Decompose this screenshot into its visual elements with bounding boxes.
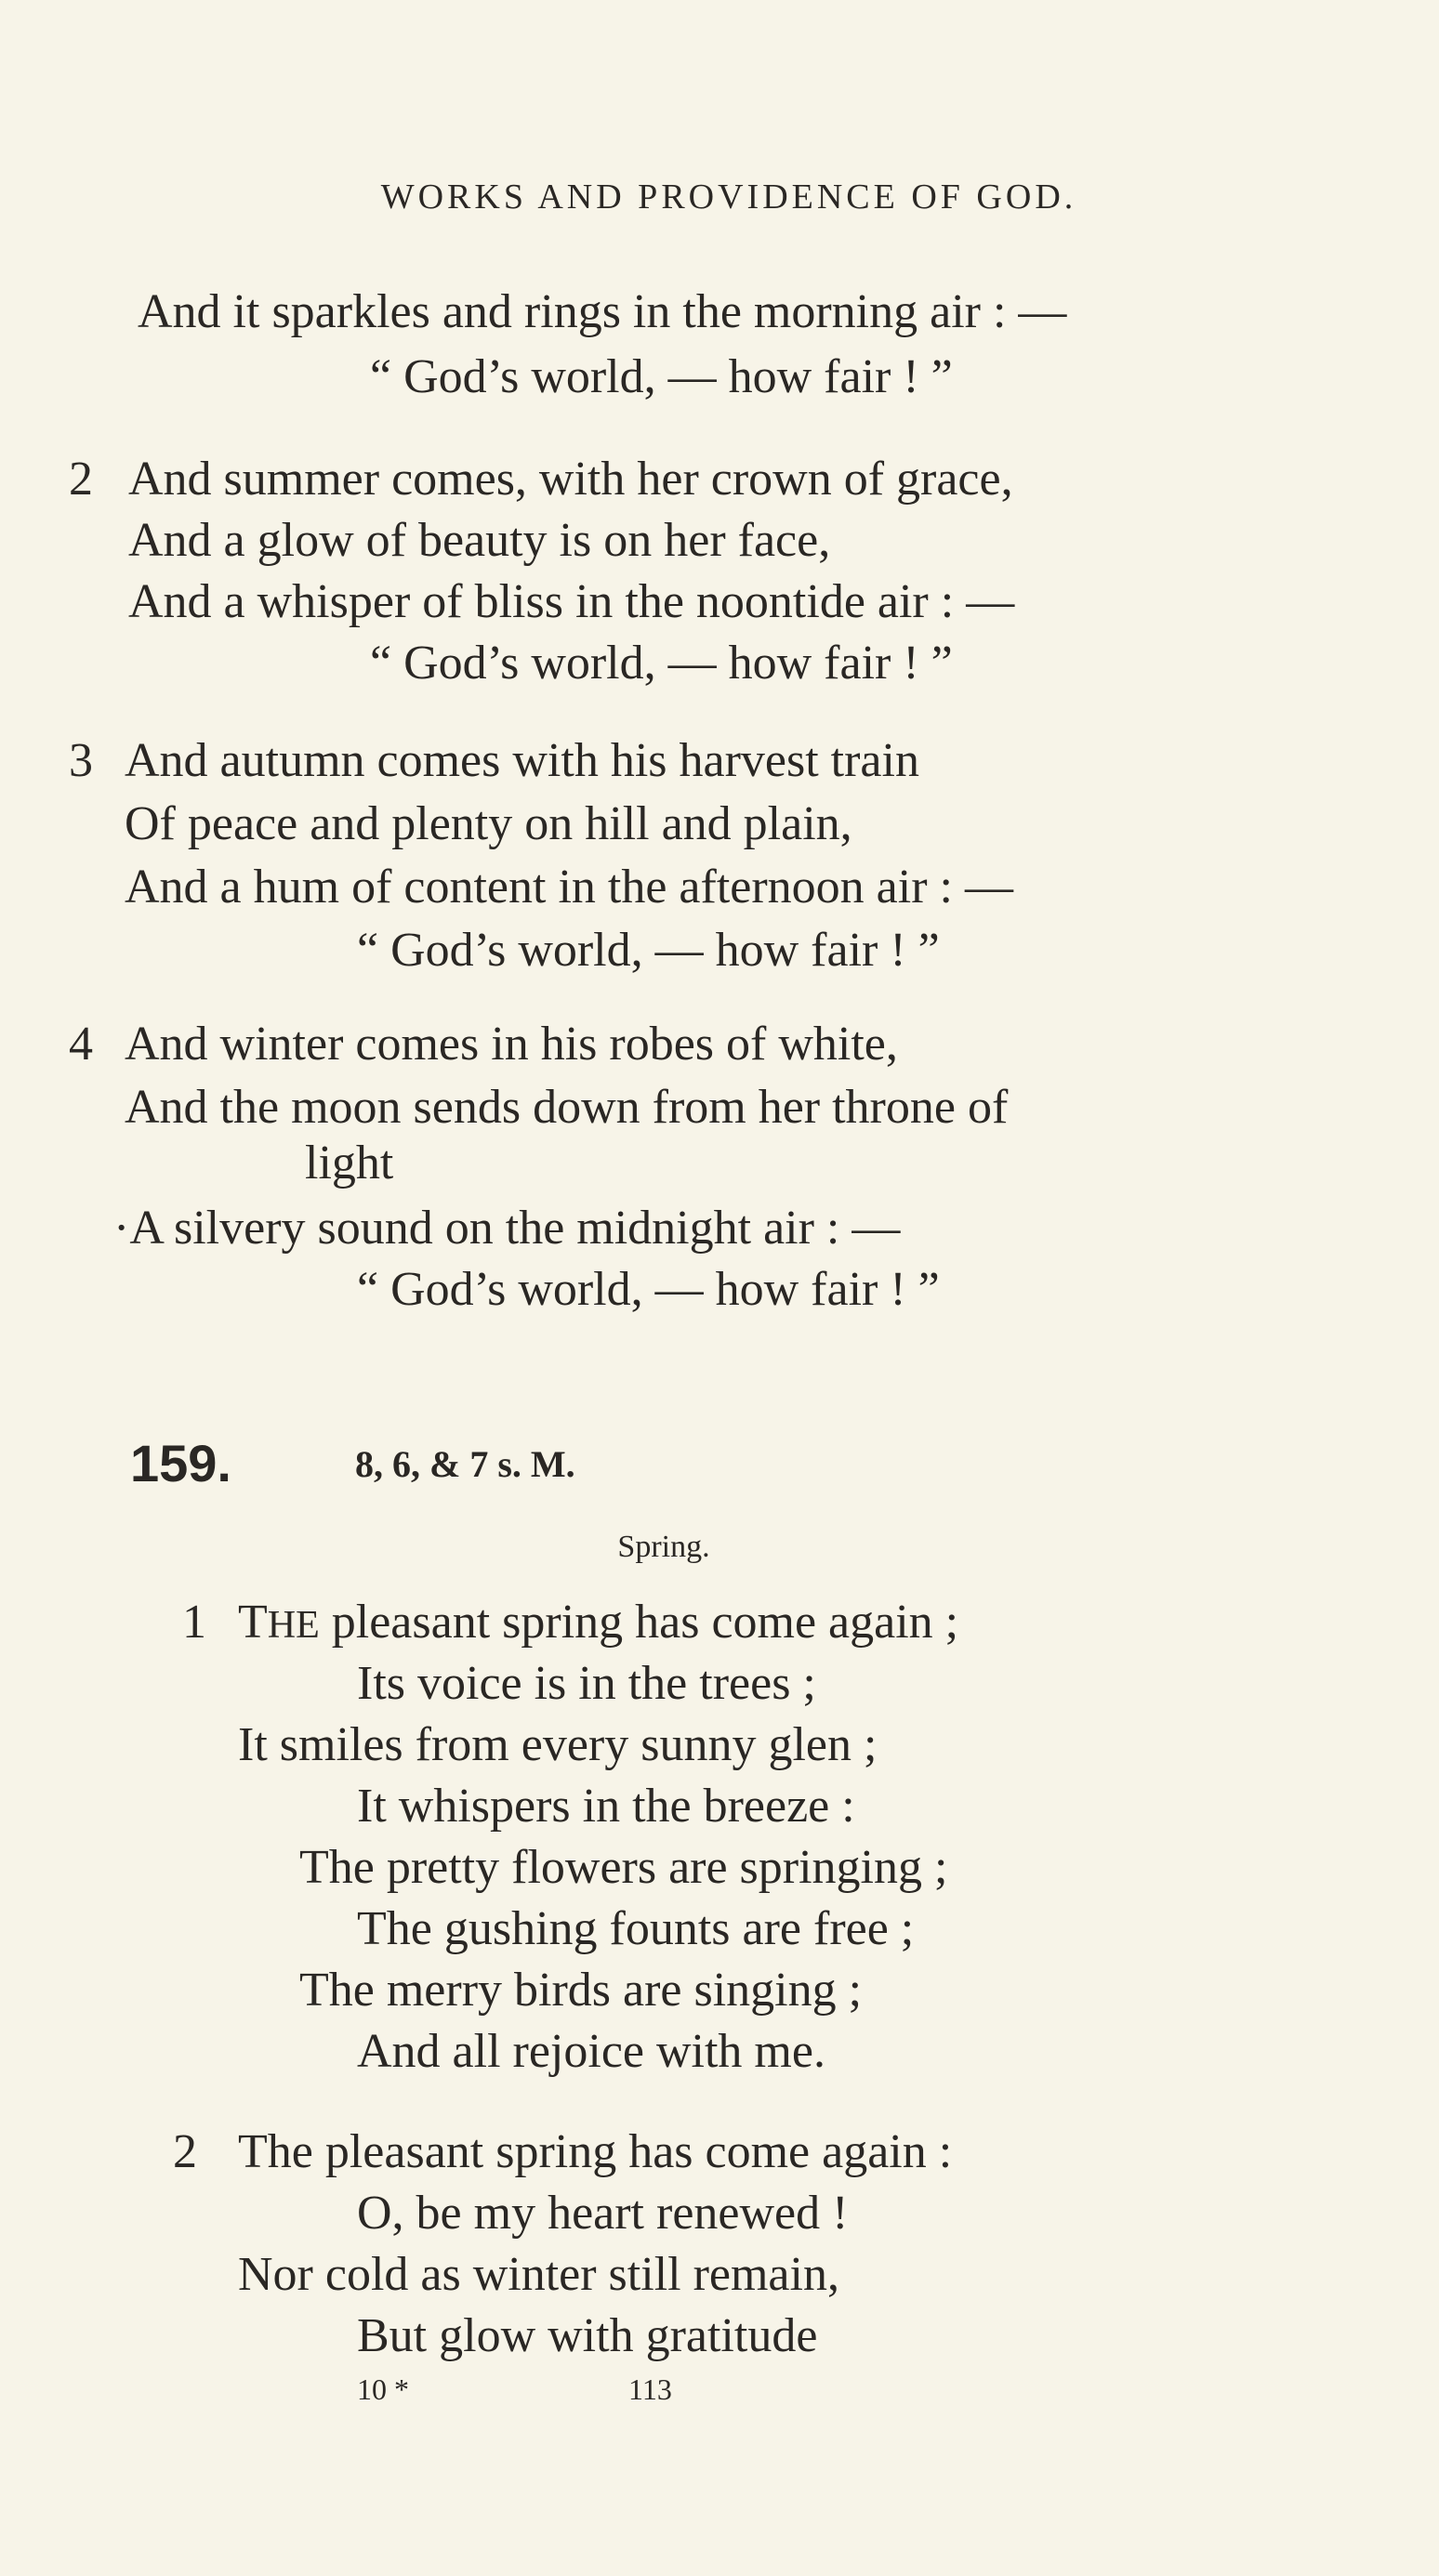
verse-line: ·A silvery sound on the midnight air : — — [113, 1202, 901, 1255]
verse-line: The merry birds are singing ; — [299, 1964, 863, 2017]
verse-line: And a whisper of bliss in the noontide air : — — [128, 575, 1015, 628]
small-caps-word: HE — [267, 1604, 320, 1647]
stanza-number: 4 — [69, 1018, 93, 1071]
verse-line: Nor cold as winter still remain, — [238, 2248, 839, 2301]
verse-line: The pleasant spring has come again : — [238, 2125, 953, 2178]
verse-line: And the moon sends down from her throne of — [125, 1081, 1009, 1134]
verse-line: And a glow of beauty is on her face, — [128, 514, 831, 567]
running-header: WORKS AND PROVIDENCE OF GOD. — [380, 177, 1077, 217]
verse-line: And a hum of content in the afternoon air : — — [125, 861, 1013, 913]
refrain-line: “ God’s world, — how fair ! ” — [370, 350, 953, 403]
refrain-line: “ God’s world, — how fair ! ” — [370, 637, 953, 690]
verse-line: And autumn comes with his harvest train — [125, 734, 919, 787]
hymn-number: 159. — [130, 1434, 231, 1492]
stanza-number: 1 — [182, 1596, 206, 1649]
signature-mark: 10 * — [357, 2372, 409, 2406]
verse-line: Of peace and plenty on hill and plain, — [125, 797, 852, 850]
stanza-number: 2 — [69, 453, 93, 506]
refrain-line: “ God’s world, — how fair ! ” — [357, 924, 940, 977]
stanza-number: 3 — [69, 734, 93, 787]
verse-line: And winter comes in his robes of white, — [125, 1018, 898, 1071]
hymn-meter: 8, 6, & 7 s. M. — [355, 1443, 575, 1485]
drop-initial: T — [238, 1596, 268, 1649]
verse-line: And all rejoice with me. — [357, 2025, 825, 2078]
verse-line: The pretty flowers are springing ; — [299, 1841, 948, 1894]
verse-line: And it sparkles and rings in the morning air : — — [138, 285, 1067, 338]
verse-line: And summer comes, with her crown of grace, — [128, 453, 1013, 506]
verse-line — [238, 1598, 958, 1647]
verse-line: The gushing founts are free ; — [357, 1902, 915, 1955]
stanza-number: 2 — [173, 2125, 197, 2178]
line-rest: pleasant spring has come again ; — [319, 1596, 959, 1649]
verse-line: It smiles from every sunny glen ; — [238, 1718, 878, 1771]
hymn-title: Spring. — [617, 1530, 710, 1564]
page-number: 113 — [628, 2372, 672, 2406]
refrain-line: “ God’s world, — how fair ! ” — [357, 1263, 940, 1316]
verse-line-continuation: light — [305, 1137, 394, 1189]
verse-line: O, be my heart renewed ! — [357, 2187, 849, 2240]
verse-line: Its voice is in the trees ; — [357, 1657, 816, 1710]
verse-line: But glow with gratitude — [357, 2309, 818, 2362]
verse-line: It whispers in the breeze : — [357, 1780, 855, 1833]
